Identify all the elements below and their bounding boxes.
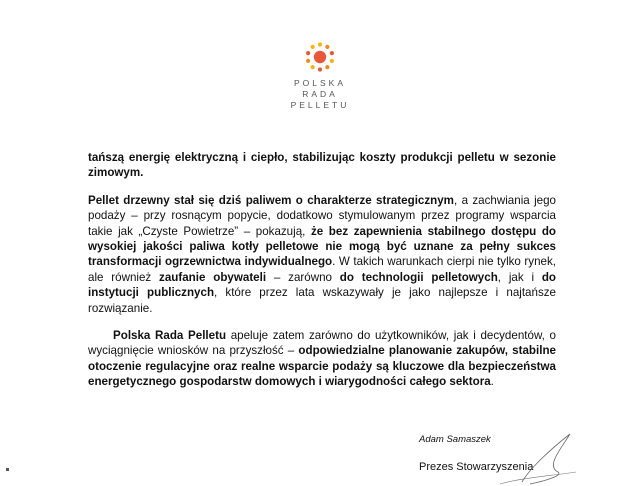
logo-dot <box>325 45 329 49</box>
margin-mark <box>6 468 9 471</box>
text-segment: . W takich warunkach cierpi nie tylko rynek, ale również <box>88 255 556 284</box>
paragraph-1 <box>88 150 556 181</box>
organization-logo <box>285 40 355 111</box>
letter-body <box>88 150 556 402</box>
paragraph-3 <box>88 328 556 390</box>
logo-dot <box>318 67 322 71</box>
text-segment: do instytucji publicznych <box>88 270 557 300</box>
handwritten-signature <box>460 428 580 486</box>
text-segment: do technologii pelletowych <box>339 270 498 284</box>
text-segment: że bez zapewnienia stabilnego dostępu do wysokiej jakości paliwa kotły pelletowe nie mogą być uznane za pełny sukces transformacji ogrzewnictwa indywidualnego <box>88 224 556 269</box>
logo-text-line-1: POLSKA <box>293 78 347 88</box>
text-segment: , jak i <box>497 270 542 284</box>
text-segment: zaufanie obywateli <box>159 270 267 284</box>
logo-dot <box>330 59 334 63</box>
text-segment: Polska Rada Pelletu <box>113 329 227 343</box>
logo-dot <box>311 65 315 69</box>
logo-dot <box>318 42 322 46</box>
logo-dot <box>306 51 310 55</box>
text-segment: odpowiedzialne planowanie zakupów, stabilne otoczenie regulacyjne oraz realne wsparcie podaży są kluczowe dla bezpieczeństwa energetycznego gospodarstw domowych i wiarygodności całego sektora <box>88 344 556 389</box>
logo-text-line-3: PELLETU <box>290 100 350 110</box>
text-segment: apeluje zatem zarówno do użytkowników, jak i decydentów, o wyciągnięcie wniosków na przyszłość – <box>88 329 556 358</box>
paragraph-2 <box>88 193 556 316</box>
text-segment: . <box>490 375 494 389</box>
logo-dot <box>311 45 315 49</box>
text-segment: , które przez lata wskazywały je jako najlepsze i najtańsze rozwiązanie. <box>88 286 556 315</box>
text-segment: , a zachwiania jego podaży – przy rosnącym popycie, dodatkowo stymulowanym przez programy wsparcia takie jak „Czyste Powietrze” – pokazują, <box>88 193 556 238</box>
text-segment: tańszą energię elektryczną i ciepło, stabilizując koszty produkcji pelletu w sezonie zimowym. <box>88 151 556 180</box>
text-segment: – zarówno <box>266 270 340 284</box>
logo-dot <box>330 51 334 55</box>
signatory-name: Adam Samaszek <box>419 434 491 445</box>
logo-dot <box>325 65 329 69</box>
sun-dots-logo-icon <box>303 40 337 74</box>
signatory-position: Prezes Stowarzyszenia <box>419 461 534 473</box>
logo-dot <box>306 59 310 63</box>
logo-text-line-2: RADA <box>302 89 338 99</box>
text-segment: Pellet drzewny stał się dziś paliwem o charakterze strategicznym <box>88 193 454 207</box>
